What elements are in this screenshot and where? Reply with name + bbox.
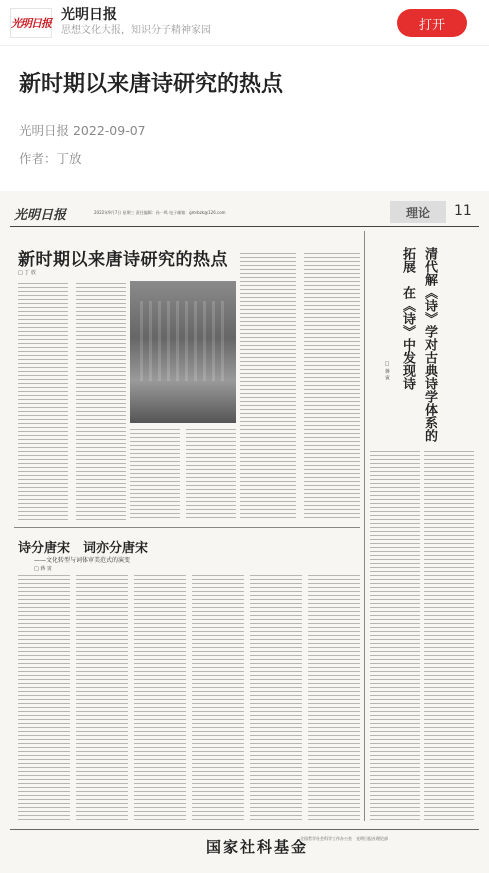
side-byline: □ 蒋 寅 (384, 361, 390, 381)
section-divider (14, 527, 360, 528)
newspaper-page-number: 11 (454, 203, 472, 219)
app-name: 光明日报 (61, 7, 117, 23)
side-headline: 清代解《诗》学对古典诗学体系的拓展 在《诗》中发现诗 (400, 247, 437, 442)
text-column (240, 253, 296, 521)
text-column (192, 575, 244, 823)
article-title: 新时期以来唐诗研究的热点 (19, 72, 284, 97)
newspaper-byline: □ 丁 放 (18, 270, 36, 276)
text-column (76, 575, 128, 823)
app-logo-text: 光明日报 (11, 16, 51, 30)
text-column (134, 575, 186, 823)
article-text-block (18, 429, 236, 521)
text-column (18, 575, 70, 823)
text-column (424, 451, 474, 821)
brand-block (61, 7, 211, 38)
side-text-block (304, 247, 360, 507)
column-divider (364, 231, 365, 821)
newspaper-footer (10, 829, 479, 863)
side-text-block (370, 451, 474, 821)
second-article-text-block (18, 575, 360, 823)
article-author: 作者：丁放 (19, 151, 82, 166)
newspaper-page-image[interactable] (0, 191, 489, 873)
open-app-button[interactable]: 打开 (397, 9, 467, 37)
newspaper-section-tag: 理论 (390, 201, 446, 223)
second-subtitle: ——文化转型与词体审美范式的演变 (34, 557, 131, 564)
app-logo (10, 8, 52, 38)
text-column (370, 451, 420, 821)
newspaper-photo (130, 281, 236, 423)
newspaper-logo: 光明日报 (14, 208, 67, 223)
footer-logo: 国家社科基金 (206, 838, 309, 856)
text-column (130, 429, 180, 521)
newspaper-masthead (10, 201, 479, 227)
second-headline: 诗分唐宋 词亦分唐宋 (18, 541, 149, 556)
newspaper-issue-info: 2022年9月7日 星期三 责任编辑：孙一鸣 电子邮箱：gmrbzk@126.com (94, 210, 226, 215)
footer-note: 全国哲学社会科学工作办公室 光明日报社理论部 (300, 836, 388, 841)
app-header (0, 0, 489, 46)
newspaper-headline: 新时期以来唐诗研究的热点 (18, 250, 228, 270)
text-column (308, 575, 360, 823)
second-byline: □ 蒋 寅 (34, 566, 52, 572)
article-source-date: 光明日报 2022-09-07 (19, 123, 146, 138)
app-slogan: 思想文化大报，知识分子精神家园 (61, 25, 211, 36)
text-column (186, 429, 236, 521)
text-column (250, 575, 302, 823)
